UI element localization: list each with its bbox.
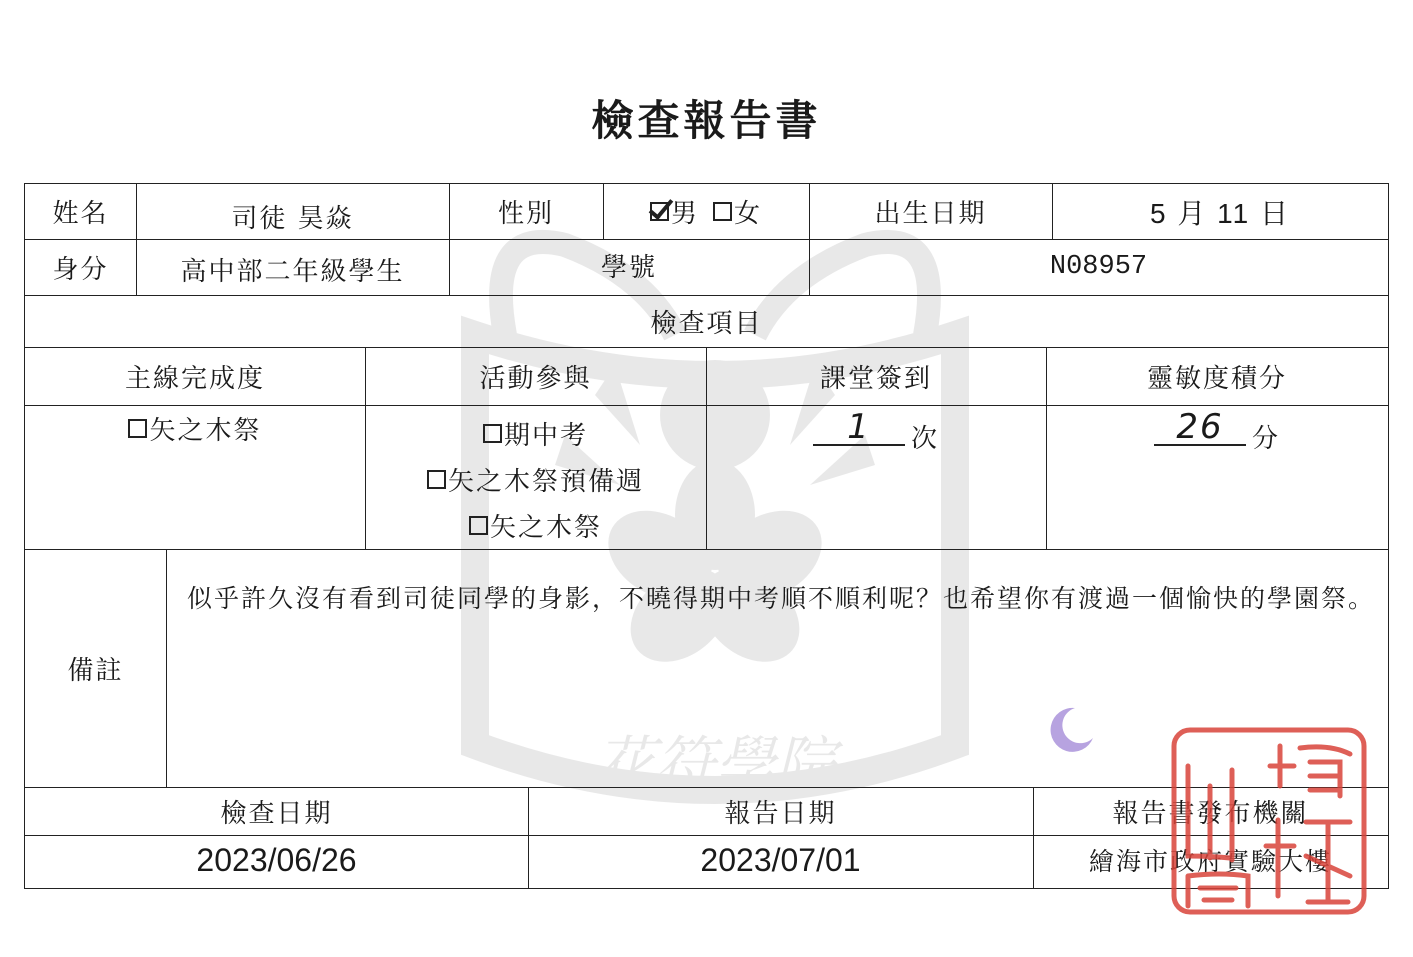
- identity-label: 身分: [52, 254, 109, 285]
- gender-male-label: 男: [670, 199, 699, 229]
- activity-checkbox[interactable]: [427, 470, 446, 489]
- gender-female-checkbox[interactable]: [713, 202, 732, 221]
- header-mainline: 主線完成度: [124, 363, 265, 394]
- score-unit: 分: [1251, 424, 1280, 454]
- check-section-label: 檢查項目: [650, 308, 763, 339]
- score-value[interactable]: 26: [1154, 410, 1246, 446]
- attendance-unit: 次: [910, 424, 939, 454]
- name-label: 姓名: [52, 199, 109, 229]
- identity-value: 高中部二年級學生: [180, 256, 405, 287]
- official-seal-stamp-icon: [1170, 726, 1370, 918]
- activity-item-label: 矢之木祭: [489, 512, 602, 543]
- activity-item: [427, 456, 644, 502]
- gender-options: [603, 184, 809, 239]
- issuer-label: 報告書發布機關: [1112, 798, 1309, 829]
- issuer-value: 繪海市政府實驗大樓: [1088, 847, 1332, 876]
- activity-checkbox[interactable]: [483, 424, 502, 443]
- activity-item-label: 期中考: [503, 420, 588, 451]
- gender-label: 性別: [497, 199, 554, 229]
- score-field: [1046, 407, 1388, 540]
- header-activity: 活動參與: [479, 363, 592, 394]
- name-value: 司徒 昊焱: [231, 203, 354, 234]
- mainline-item-label: 矢之木祭: [149, 415, 262, 446]
- check-date-label: 檢查日期: [220, 798, 333, 829]
- attendance-value[interactable]: 1: [813, 410, 905, 446]
- header-score: 靈敏度積分: [1146, 363, 1287, 394]
- activity-list: [365, 410, 706, 548]
- activity-item-label: 矢之木祭預備週: [447, 466, 644, 497]
- mainline-list: [25, 410, 365, 540]
- svg-text:花符學院: 花符學院: [595, 730, 835, 800]
- activity-checkbox[interactable]: [469, 516, 488, 535]
- gender-male-checkbox[interactable]: [650, 202, 669, 221]
- activity-item: [469, 502, 602, 548]
- birthday-label: 出生日期: [874, 199, 987, 229]
- activity-item: [483, 410, 588, 456]
- crescent-moon-icon: [1045, 704, 1097, 756]
- birthday-value: 5 月 11 日: [1150, 197, 1290, 229]
- student-id-value: N08957: [1049, 252, 1148, 282]
- remarks-label: 備註: [67, 655, 124, 686]
- remarks-text: 似乎許久沒有看到司徒同學的身影，不曉得期中考順不順利呢？也希望你有渡過一個愉快的學園祭。: [187, 584, 1376, 613]
- mainline-checkbox[interactable]: [128, 419, 147, 438]
- check-date-value: 2023/06/26: [196, 841, 357, 878]
- report-date-value: 2023/07/01: [700, 841, 861, 878]
- header-attendance: 課堂簽到: [819, 363, 932, 394]
- mainline-item: [128, 410, 261, 446]
- student-id-label: 學號: [600, 252, 657, 283]
- attendance-field: [706, 407, 1046, 540]
- report-date-label: 報告日期: [724, 798, 837, 829]
- gender-female-label: 女: [734, 199, 763, 229]
- page-title: 檢查報告書: [591, 96, 822, 145]
